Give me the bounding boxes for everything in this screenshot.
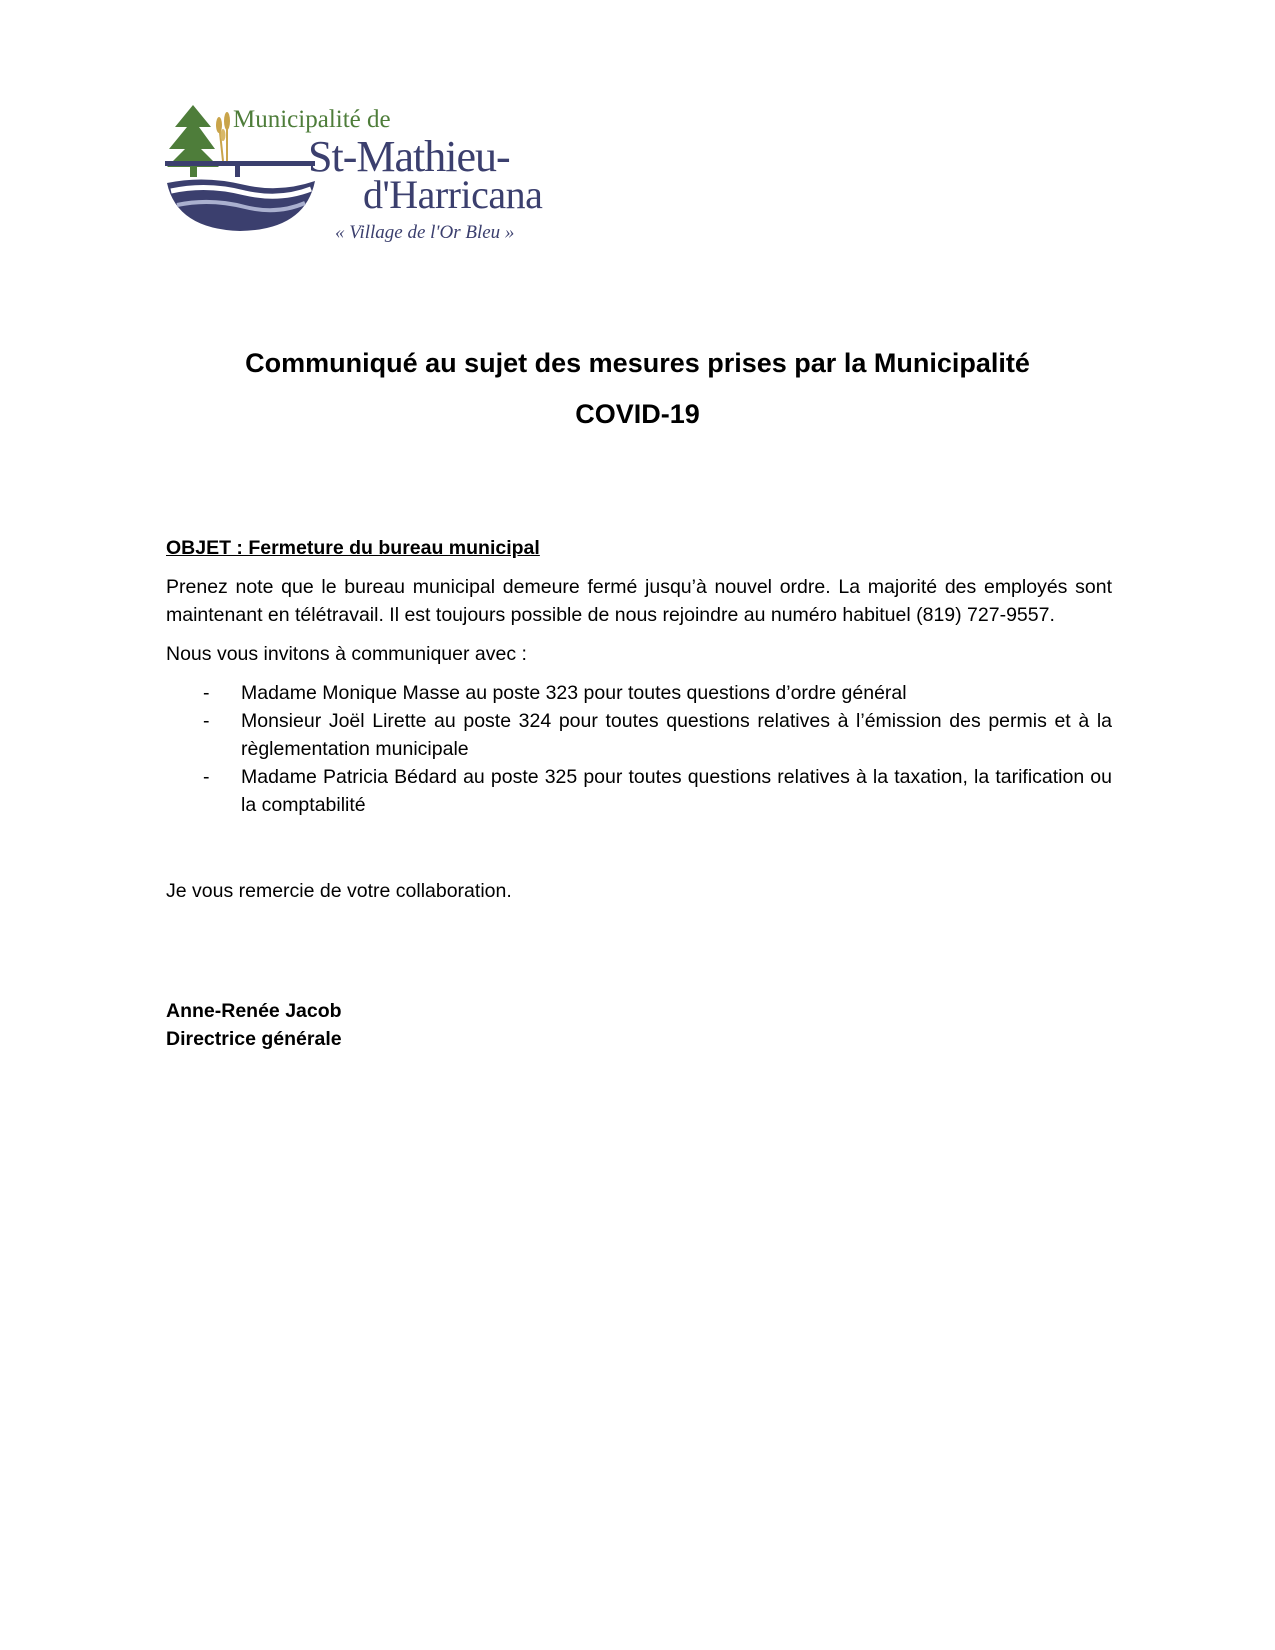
- list-item-text: Monsieur Joël Lirette au poste 324 pour toutes questions relatives à l’émission des permis et à la règlementation municipale: [241, 710, 1112, 760]
- list-item: [166, 679, 1112, 707]
- page-subtitle: COVID-19: [575, 399, 700, 429]
- bullet-dash: -: [203, 710, 210, 732]
- page-title: Communiqué au sujet des mesures prises par la Municipalité: [245, 348, 1030, 378]
- list-item: [166, 763, 1112, 819]
- object-heading: OBJET : Fermeture du bureau municipal: [166, 537, 540, 559]
- list-item-text: Madame Monique Masse au poste 323 pour toutes questions d’ordre général: [241, 682, 907, 704]
- signature-name: Anne-Renée Jacob: [166, 1000, 342, 1022]
- bullet-dash: -: [203, 682, 210, 704]
- logo-tagline: « Village de l'Or Bleu »: [335, 222, 515, 243]
- logo-name-line-1: St-Mathieu-: [308, 132, 510, 181]
- municipality-logo: [165, 105, 543, 250]
- signature-block: [166, 997, 1112, 1053]
- thanks-paragraph: Je vous remercie de votre collaboration.: [166, 880, 512, 902]
- signature-role: Directrice générale: [166, 1028, 342, 1050]
- logo-municipality-label: Municipalité de: [233, 106, 391, 133]
- contact-list: [166, 679, 1112, 819]
- intro-paragraph: Prenez note que le bureau municipal demeure fermé jusqu’à nouvel ordre. La majorité des employés sont maintenant en télétravail. Il est toujours possible de nous rejoindre au numéro habituel (819) 727-9557.: [166, 576, 1112, 626]
- bullet-dash: -: [203, 766, 210, 788]
- list-item-text: Madame Patricia Bédard au poste 325 pour toutes questions relatives à la taxation, la tarification ou la comptabilité: [241, 766, 1112, 816]
- list-item: [166, 707, 1112, 763]
- logo-name-line-2: d'Harricana: [363, 172, 543, 217]
- document-body: [166, 534, 1112, 1053]
- invite-paragraph: Nous vous invitons à communiquer avec :: [166, 643, 527, 665]
